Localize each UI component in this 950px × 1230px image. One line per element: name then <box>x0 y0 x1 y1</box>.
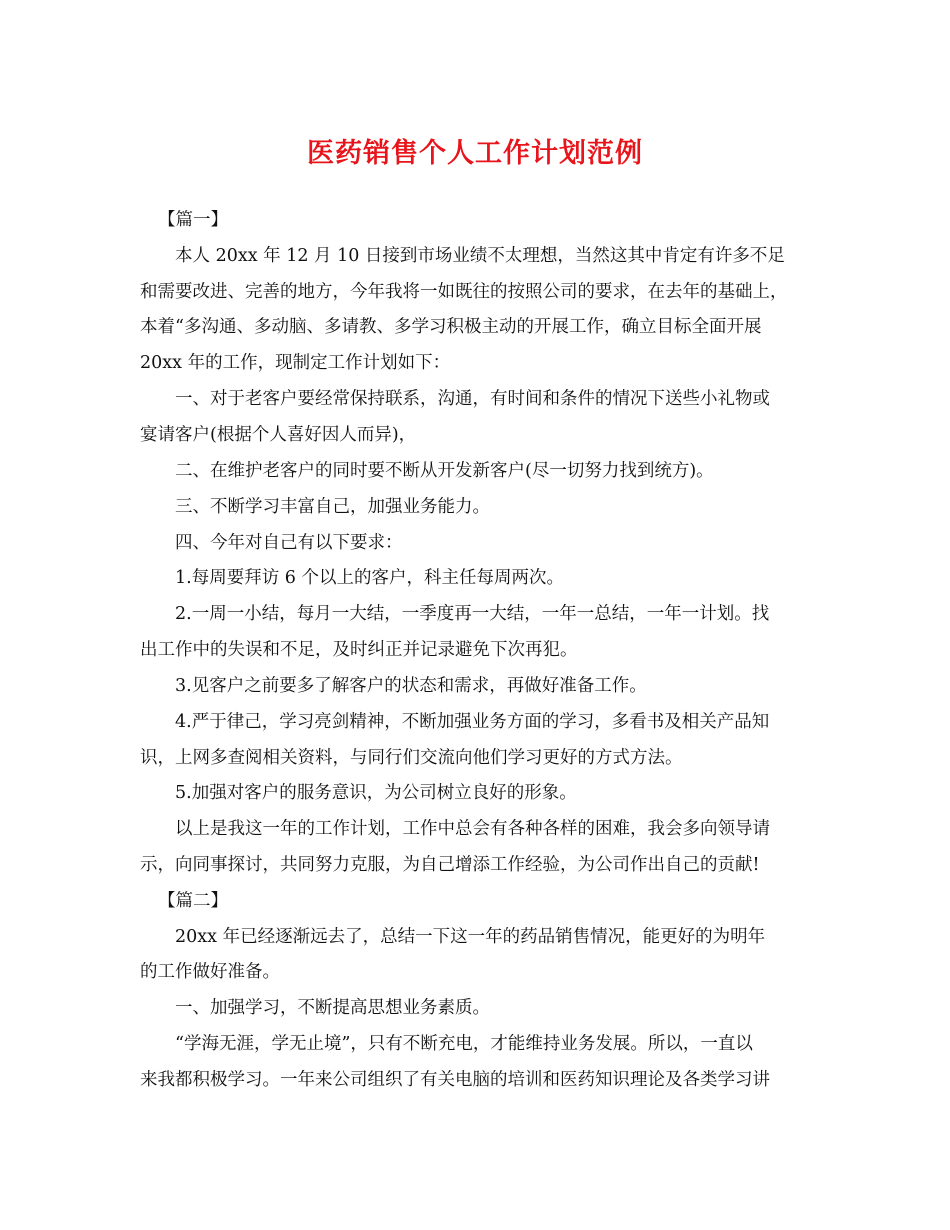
list-item-line: 4.严于律己，学习亮剑精神，不断加强业务方面的学习，多看书及相关产品知 <box>175 712 770 732</box>
paragraph-line: 示，向同事探讨，共同努力克服，为自己增添工作经验，为公司作出自己的贡献! <box>140 855 760 875</box>
paragraph-line: 二、在维护老客户的同时要不断从开发新客户(尽一切努力找到统方)。 <box>175 461 714 481</box>
list-item-line: 3.见客户之前要多了解客户的状态和需求，再做好准备工作。 <box>175 676 647 696</box>
section-heading: 【篇二】 <box>158 891 228 911</box>
list-item-line: 识，上网多查阅相关资料，与同行们交流向他们学习更好的方式方法。 <box>140 748 683 768</box>
paragraph-line: 宴请客户(根据个人喜好因人而异)， <box>140 425 417 445</box>
paragraph-line: 一、加强学习，不断提高思想业务素质。 <box>175 998 490 1018</box>
paragraph-line: “学海无涯，学无止境”，只有不断充电，才能维持业务发展。所以，一直以 <box>175 1034 753 1054</box>
list-item-line: 5.加强对客户的服务意识，为公司树立良好的形象。 <box>175 783 577 803</box>
paragraph-line: 和需要改进、完善的地方，今年我将一如既往的按照公司的要求，在去年的基础上， <box>140 282 788 302</box>
paragraph-line: 三、不断学习丰富自己，加强业务能力。 <box>175 497 490 517</box>
paragraph-line: 的工作做好准备。 <box>140 962 280 982</box>
document-title: 医药销售个人工作计划范例 <box>307 138 643 169</box>
list-item-line: 2.一周一小结，每月一大结，一季度再一大结，一年一总结，一年一计划。找 <box>175 604 770 624</box>
paragraph-line: 以上是我这一年的工作计划，工作中总会有各种各样的困难，我会多向领导请 <box>175 819 770 839</box>
paragraph-line: 本人 20xx 年 12 月 10 日接到市场业绩不太理想，当然这其中肯定有许多不足 <box>175 246 785 266</box>
section-heading: 【篇一】 <box>158 210 228 230</box>
paragraph-line: 本着“多沟通、多动脑、多请教、多学习积极主动的开展工作，确立目标全面开展 <box>140 317 762 337</box>
paragraph-line: 来我都积极学习。一年来公司组织了有关电脑的培训和医药知识理论及各类学习讲 <box>140 1070 770 1090</box>
list-item-line: 1.每周要拜访 6 个以上的客户，科主任每周两次。 <box>175 568 564 588</box>
list-item-line: 出工作中的失误和不足，及时纠正并记录避免下次再犯。 <box>140 640 578 660</box>
paragraph-line: 四、今年对自己有以下要求： <box>175 533 403 553</box>
paragraph-line: 20xx 年已经逐渐远去了，总结一下这一年的药品销售情况，能更好的为明年 <box>175 927 766 947</box>
paragraph-line: 20xx 年的工作，现制定工作计划如下： <box>140 353 451 373</box>
paragraph-line: 一、对于老客户要经常保持联系，沟通，有时间和条件的情况下送些小礼物或 <box>175 389 770 409</box>
